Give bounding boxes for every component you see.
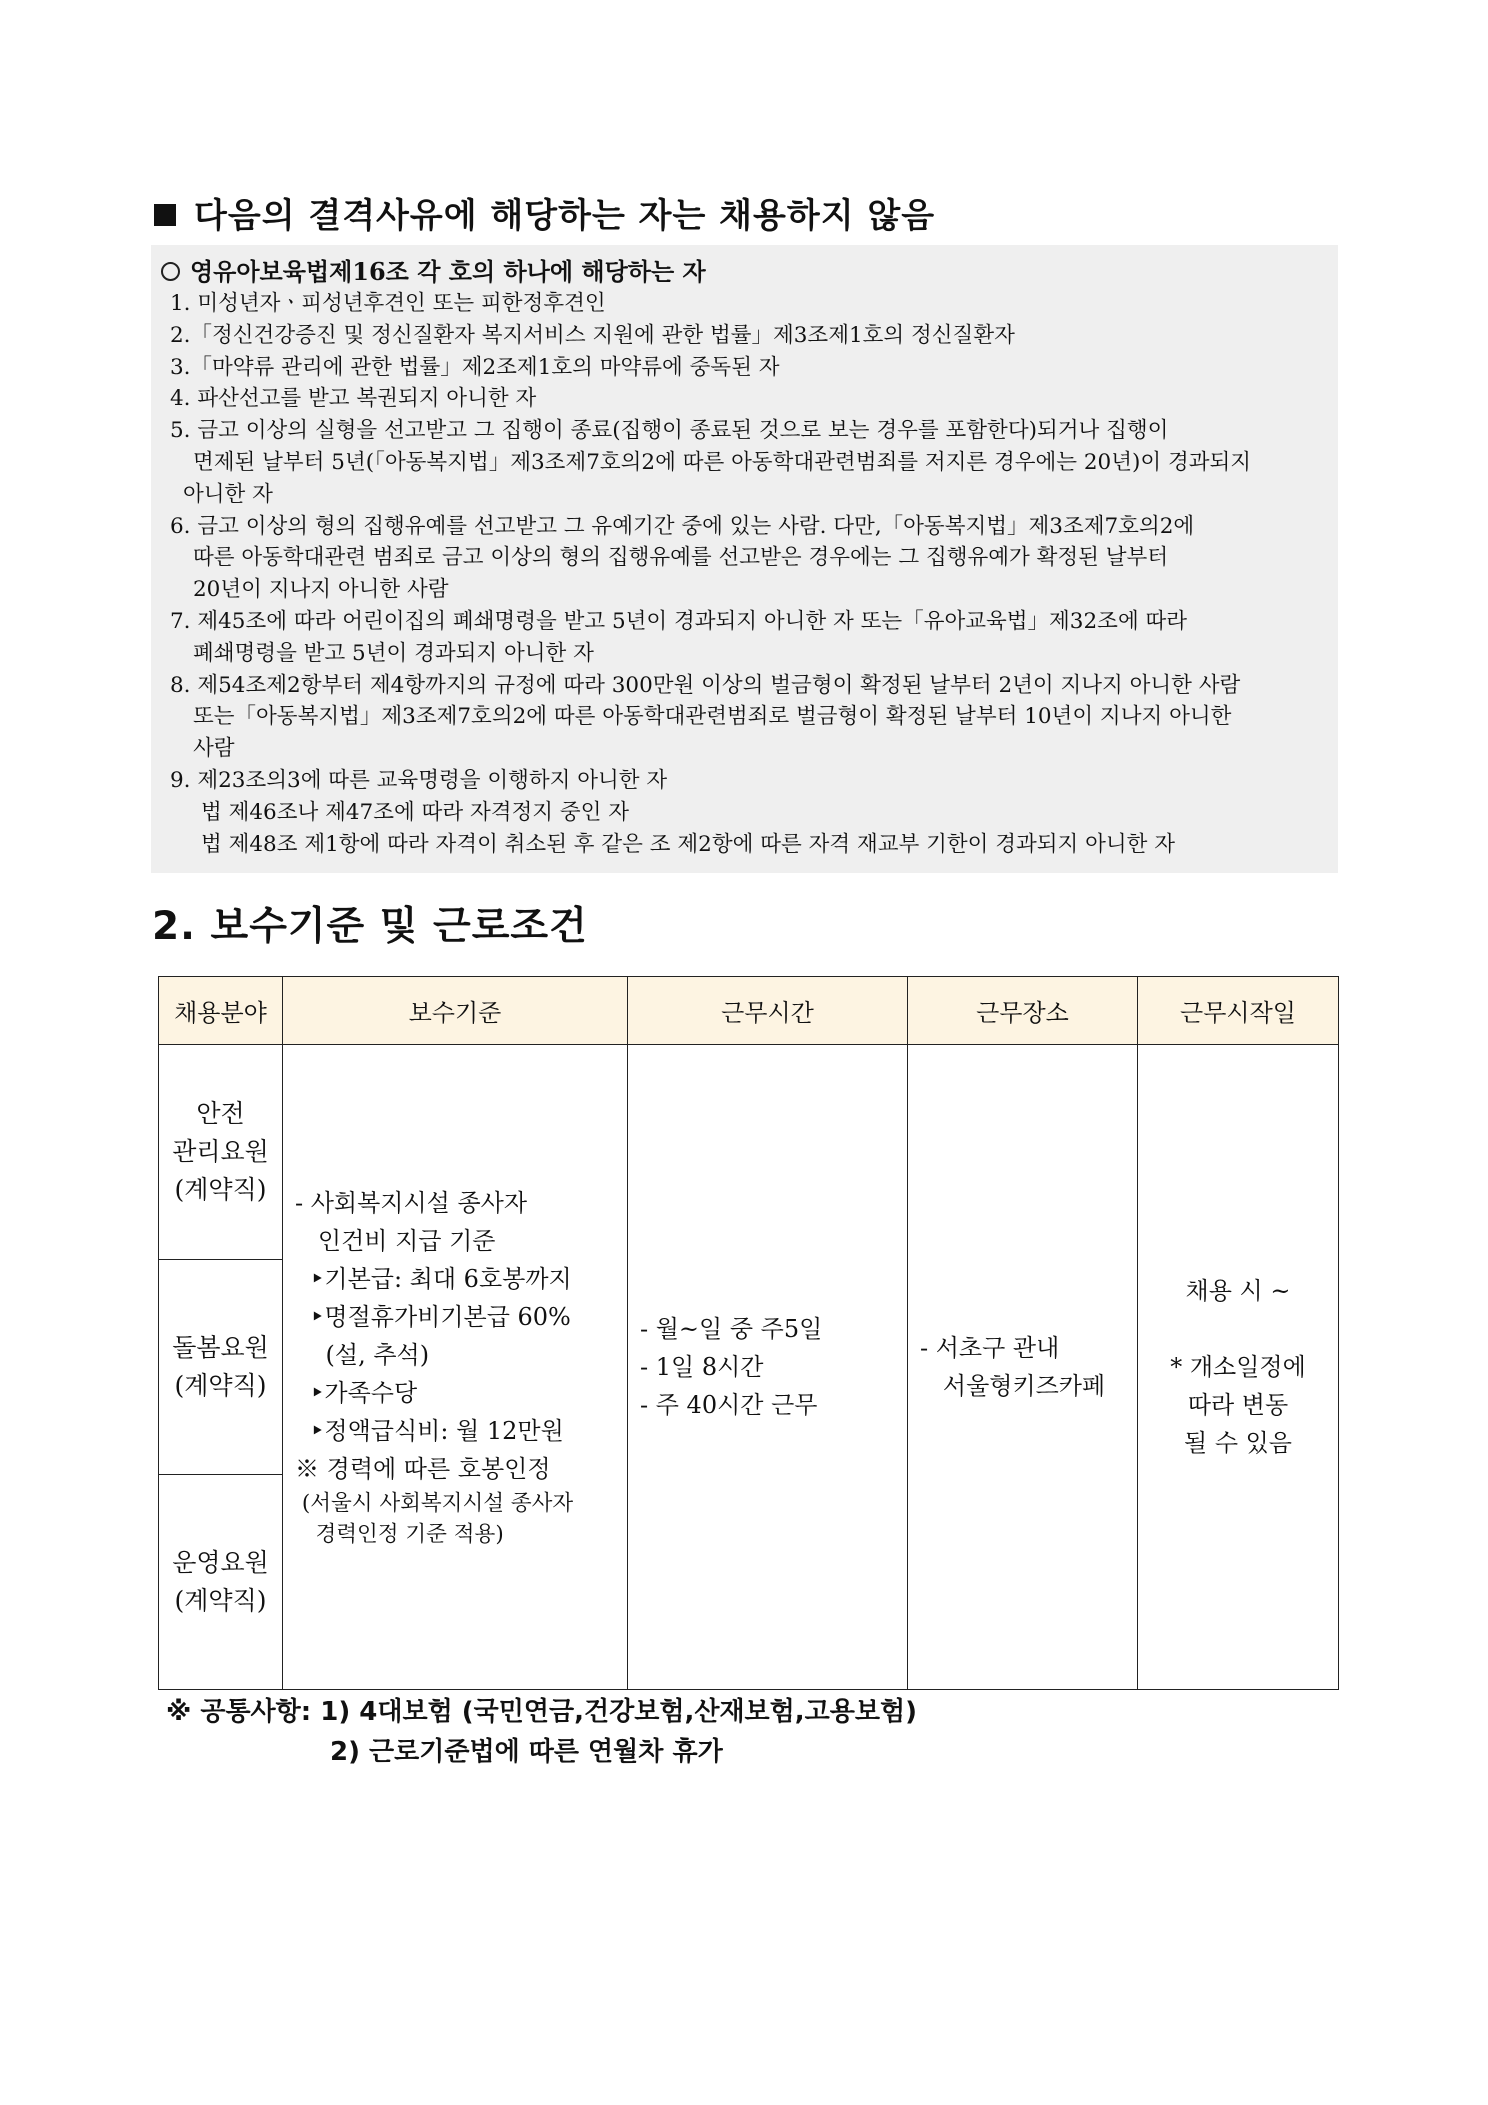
pay-conditions-table: [158, 976, 1339, 1690]
work-hours-cell: [628, 1045, 908, 1690]
header-pay: 보수기준: [283, 977, 628, 1045]
circle-bullet-icon: [161, 262, 180, 281]
time-line: - 주 40시간 근무: [640, 1391, 818, 1419]
pay-line: ‣가족수당: [295, 1379, 418, 1407]
list-item: 6. 금고 이상의 형의 집행유예를 선고받고 그 유예기간 중에 있는 사람. 다만,「아동복지법」제3조제7호의2에: [170, 513, 1195, 539]
role-care: 돌봄요원 (계약직): [159, 1260, 283, 1475]
pay-line: ‣기본급: 최대 6호봉까지: [295, 1265, 572, 1293]
list-item: 아니한 자: [183, 481, 273, 507]
time-line: - 1일 8시간: [640, 1353, 764, 1381]
common-note-2: 2) 근로기준법에 따른 연월차 휴가: [330, 1737, 723, 1767]
role-operation: 운영요원 (계약직): [159, 1475, 283, 1690]
disqualification-list: [157, 288, 1338, 860]
pay-line: - 사회복지시설 종사자: [295, 1189, 528, 1217]
disqualification-box: [151, 245, 1338, 873]
place-line: - 서초구 관내: [920, 1334, 1060, 1362]
pay-note-line: 경력인정 기준 적용): [295, 1522, 504, 1547]
list-item: 면제된 날부터 5년(「아동복지법」제3조제7호의2에 따른 아동학대관련범죄를 저지른 경우에는 20년)이 경과되지: [193, 449, 1252, 475]
start-line: 될 수 있음: [1184, 1429, 1292, 1457]
list-item: 2.「정신건강증진 및 정신질환자 복지서비스 지원에 관한 법률」제3조제1호의 정신질환자: [170, 322, 1015, 348]
start-date-cell: [1138, 1045, 1339, 1690]
pay-line: ‣명절휴가비기본급 60%: [295, 1303, 571, 1331]
list-item: 법 제46조나 제47조에 따라 자격정지 중인 자: [201, 799, 630, 825]
list-item: 사람: [193, 736, 235, 762]
header-role: 채용분야: [159, 977, 283, 1045]
start-line: [1138, 1310, 1338, 1348]
start-line: * 개소일정에: [1170, 1353, 1306, 1381]
list-item: 따른 아동학대관련 범죄로 금고 이상의 형의 집행유예를 선고받은 경우에는 그 집행유예가 확정된 날부터: [193, 545, 1169, 571]
list-item: 3.「마약류 관리에 관한 법률」제2조제1호의 마약류에 중독된 자: [170, 354, 780, 380]
disqualification-heading: 다음의 결격사유에 해당하는 자는 채용하지 않음: [154, 188, 935, 237]
section-title: 2. 보수기준 및 근로조건: [152, 904, 588, 949]
role-safety: 안전 관리요원 (계약직): [159, 1045, 283, 1260]
header-start: 근무시작일: [1138, 977, 1339, 1045]
list-item: 1. 미성년자ㆍ피성년후견인 또는 피한정후견인: [170, 291, 606, 316]
table-header-row: [159, 977, 1339, 1045]
list-item: 9. 제23조의3에 따른 교육명령을 이행하지 아니한 자: [170, 767, 668, 793]
list-item: 7. 제45조에 따라 어린이집의 폐쇄명령을 받고 5년이 경과되지 아니한 자 또는「유아교육법」제32조에 따라: [170, 608, 1188, 634]
list-item: 4. 파산선고를 받고 복권되지 아니한 자: [170, 386, 537, 412]
pay-note-line: (서울시 사회복지시설 종사자: [295, 1491, 574, 1516]
pay-line: (설, 추석): [295, 1341, 430, 1369]
pay-line: ‣정액급식비: 월 12만원: [295, 1417, 564, 1445]
list-item: 법 제48조 제1항에 따라 자격이 취소된 후 같은 조 제2항에 따른 자격 재교부 기한이 경과되지 아니한 자: [201, 831, 1176, 857]
start-line: 따라 변동: [1187, 1391, 1289, 1419]
list-item: 5. 금고 이상의 실형을 선고받고 그 집행이 종료(집행이 종료된 것으로 보는 경우를 포함한다)되거나 집행이: [170, 418, 1169, 444]
common-notes: [166, 1692, 917, 1772]
common-note-1: ※ 공통사항: 1) 4대보험 (국민연금,건강보험,산재보험,고용보험): [166, 1697, 918, 1727]
pay-line: ※ 경력에 따른 호봉인정: [295, 1455, 551, 1483]
list-item: 또는「아동복지법」제3조제7호의2에 따른 아동학대관련범죄로 벌금형이 확정된 날부터 10년이 지나지 아니한: [193, 704, 1232, 730]
header-place: 근무장소: [908, 977, 1138, 1045]
start-line: 채용 시 ~: [1185, 1277, 1291, 1305]
header-time: 근무시간: [628, 977, 908, 1045]
time-line: - 월~일 중 주5일: [640, 1315, 823, 1343]
square-bullet-icon: [154, 204, 176, 226]
list-item: 8. 제54조제2항부터 제4항까지의 규정에 따라 300만원 이상의 벌금형이 확정된 날부터 2년이 지나지 아니한 사람: [170, 672, 1241, 698]
pay-standard-cell: [283, 1045, 628, 1690]
table-row: [159, 1045, 1339, 1260]
place-line: 서울형키즈카페: [920, 1372, 1106, 1400]
list-item: 폐쇄명령을 받고 5년이 경과되지 아니한 자: [193, 640, 594, 666]
work-place-cell: [908, 1045, 1138, 1690]
list-item: 20년이 지나지 아니한 사람: [193, 577, 449, 603]
disqualification-box-head: 영유아보육법제16조 각 호의 하나에 해당하는 자: [157, 255, 1338, 288]
pay-line: 인건비 지급 기준: [295, 1227, 496, 1255]
